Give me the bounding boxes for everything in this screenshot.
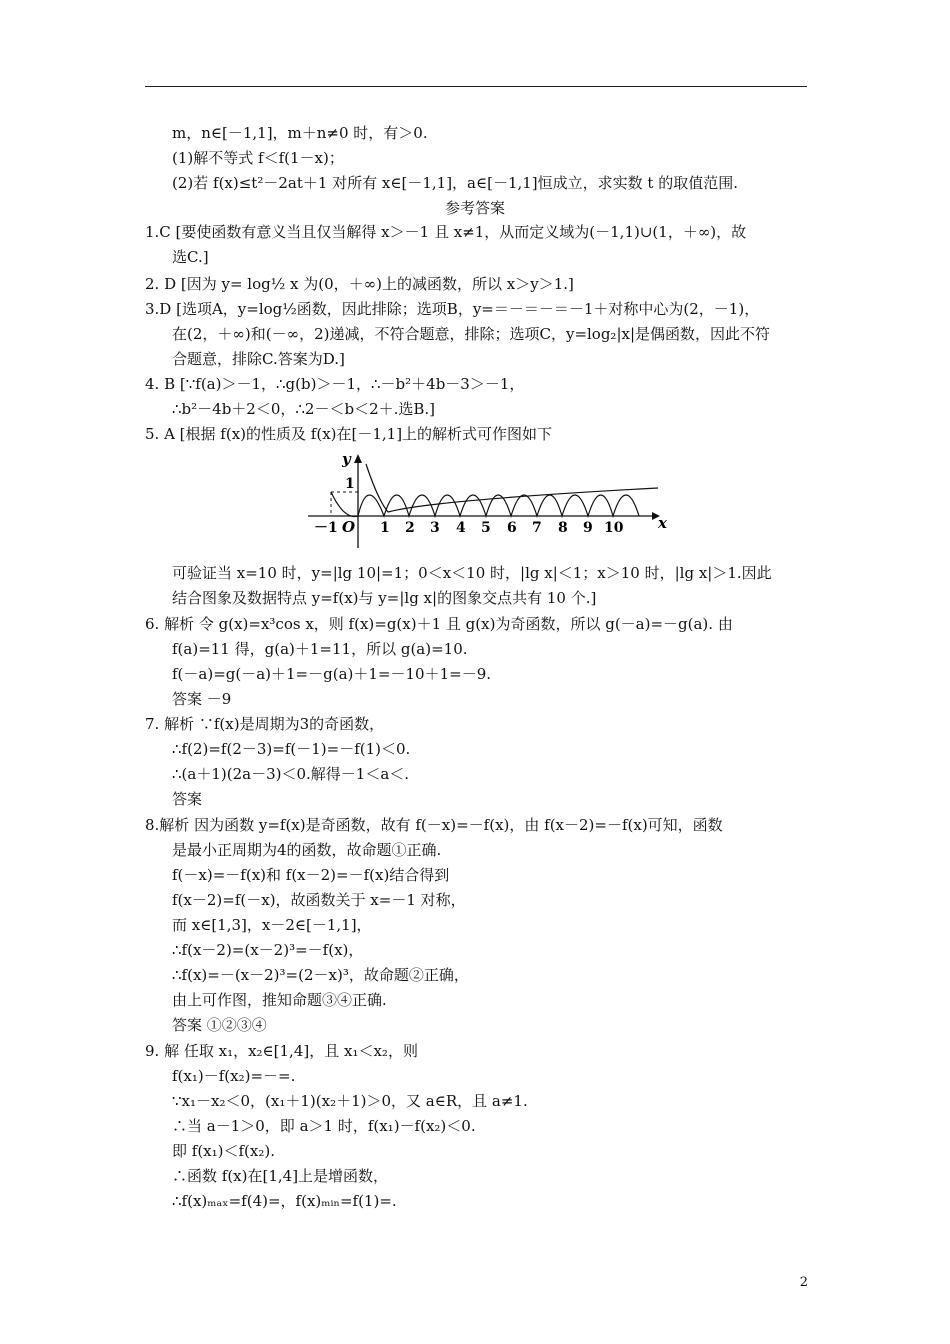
x-tick: 2 <box>405 520 415 536</box>
section-title: 参考答案 <box>444 199 505 217</box>
text-line: f(x－2)=f(－x)，故函数关于 x=－1 对称， <box>172 891 466 909</box>
text-line: ∴b²－4b＋2＜0，∴2－＜b＜2＋.选B.] <box>172 400 436 418</box>
text-line: 4. B [∵f(a)＞－1，∴g(b)＞－1，∴－b²＋4b－3＞－1， <box>145 375 525 393</box>
function-graph <box>308 450 670 550</box>
text-line: 9. 解 任取 x₁，x₂∈[1,4]，且 x₁＜x₂，则 <box>145 1042 418 1060</box>
x-tick: 1 <box>380 520 390 536</box>
text-line: 6. 解析 令 g(x)=x³cos x，则 f(x)=g(x)＋1 且 g(x)为奇函数，所以 g(－a)=－g(a). 由 <box>145 615 733 633</box>
text-line: f(a)=11 得，g(a)＋1=11，所以 g(a)=10. <box>172 640 468 658</box>
y-axis-label: y <box>342 450 351 468</box>
text-line: 是最小正周期为4的函数，故命题①正确. <box>172 841 442 859</box>
text-line: ∴当 a－1＞0，即 a＞1 时，f(x₁)－f(x₂)＜0. <box>172 1117 476 1135</box>
x-tick: 7 <box>532 520 542 536</box>
x-tick: 5 <box>481 520 491 536</box>
x-tick: 9 <box>583 520 593 536</box>
x-tick-neg-one: －1 <box>314 520 338 536</box>
text-line: f(－a)=g(－a)＋1=－g(a)＋1=－10＋1=－9. <box>172 665 491 683</box>
text-line: m，n∈[－1,1]，m＋n≠0 时，有＞0. <box>172 124 428 142</box>
text-line: 3.D [选项A，y=log½函数，因此排除；选项B，y=＝－＝－＝－1＋对称中心为(2，－1)， <box>145 300 760 318</box>
text-line: (1)解不等式 f＜f(1－x)； <box>172 149 344 167</box>
text-line: 5. A [根据 f(x)的性质及 f(x)在[－1,1]上的解析式可作图如下 <box>145 425 553 443</box>
text-line: 答案 <box>172 790 203 808</box>
text-line: 2. D [因为 y= log½ x 为(0，＋∞)上的减函数，所以 x＞y＞1.] <box>145 275 574 293</box>
text-line: ∴f(x－2)=(x－2)³=－f(x)， <box>172 941 364 959</box>
text-line: 8.解析 因为函数 y=f(x)是奇函数，故有 f(－x)=－f(x)，由 f(x－2)=－f(x)可知，函数 <box>145 816 723 834</box>
x-tick: 6 <box>507 520 517 536</box>
text-line: 即 f(x₁)＜f(x₂). <box>172 1142 275 1160</box>
text-line: 答案 －9 <box>172 690 232 708</box>
text-line: 选C.] <box>172 248 209 266</box>
text-line: f(－x)=－f(x)和 f(x－2)=－f(x)结合得到 <box>172 866 450 884</box>
text-line: 而 x∈[1,3]，x－2∈[－1,1]， <box>172 916 372 934</box>
text-line: ∴函数 f(x)在[1,4]上是增函数， <box>172 1167 389 1185</box>
text-line: ∴(a＋1)(2a－3)＜0.解得－1＜a＜. <box>172 765 410 783</box>
text-line: 1.C [要使函数有意义当且仅当解得 x＞－1 且 x≠1，从而定义域为(－1,1)∪(1，＋∞)，故 <box>145 223 747 241</box>
x-tick: 4 <box>456 520 466 536</box>
x-tick: 3 <box>430 520 440 536</box>
text-line: ∴f(2)=f(2－3)=f(－1)=－f(1)＜0. <box>172 740 411 758</box>
text-line: 在(2，＋∞)和(－∞，2)递减，不符合题意，排除；选项C，y=log₂|x|是偶函数，因此不符 <box>172 325 771 343</box>
origin-label: O <box>342 518 356 536</box>
x-axis-label: x <box>658 514 667 532</box>
text-line: 7. 解析 ∵f(x)是周期为3的奇函数， <box>145 715 385 733</box>
page-number: 2 <box>799 1275 808 1290</box>
text-line: 由上可作图，推知命题③④正确. <box>172 991 387 1009</box>
text-line: 答案 ①②③④ <box>172 1016 267 1034</box>
text-line: 结合图象及数据特点 y=f(x)与 y=|lg x|的图象交点共有 10 个.] <box>172 589 597 607</box>
x-tick: 8 <box>558 520 568 536</box>
x-tick: 10 <box>604 520 624 536</box>
y-tick-one: 1 <box>345 476 355 492</box>
text-line: (2)若 f(x)≤t²－2at＋1 对所有 x∈[－1,1]，a∈[－1,1]恒成立，求实数 t 的取值范围. <box>172 174 738 192</box>
text-line: ∴f(x)ₘₐₓ=f(4)=，f(x)ₘᵢₙ=f(1)=. <box>172 1192 397 1210</box>
text-line: ∴f(x)=－(x－2)³=(2－x)³，故命题②正确， <box>172 966 469 984</box>
text-line: f(x₁)－f(x₂)=－=. <box>172 1067 296 1085</box>
text-line: 可验证当 x=10 时，y=|lg 10|=1；0＜x＜10 时，|lg x|＜1；x＞10 时，|lg x|＞1.因此 <box>172 564 772 582</box>
text-line: ∵x₁－x₂＜0，(x₁＋1)(x₂＋1)＞0，又 a∈R，且 a≠1. <box>172 1092 528 1110</box>
header-rule <box>145 86 807 87</box>
text-line: 合题意，排除C.答案为D.] <box>172 350 345 368</box>
